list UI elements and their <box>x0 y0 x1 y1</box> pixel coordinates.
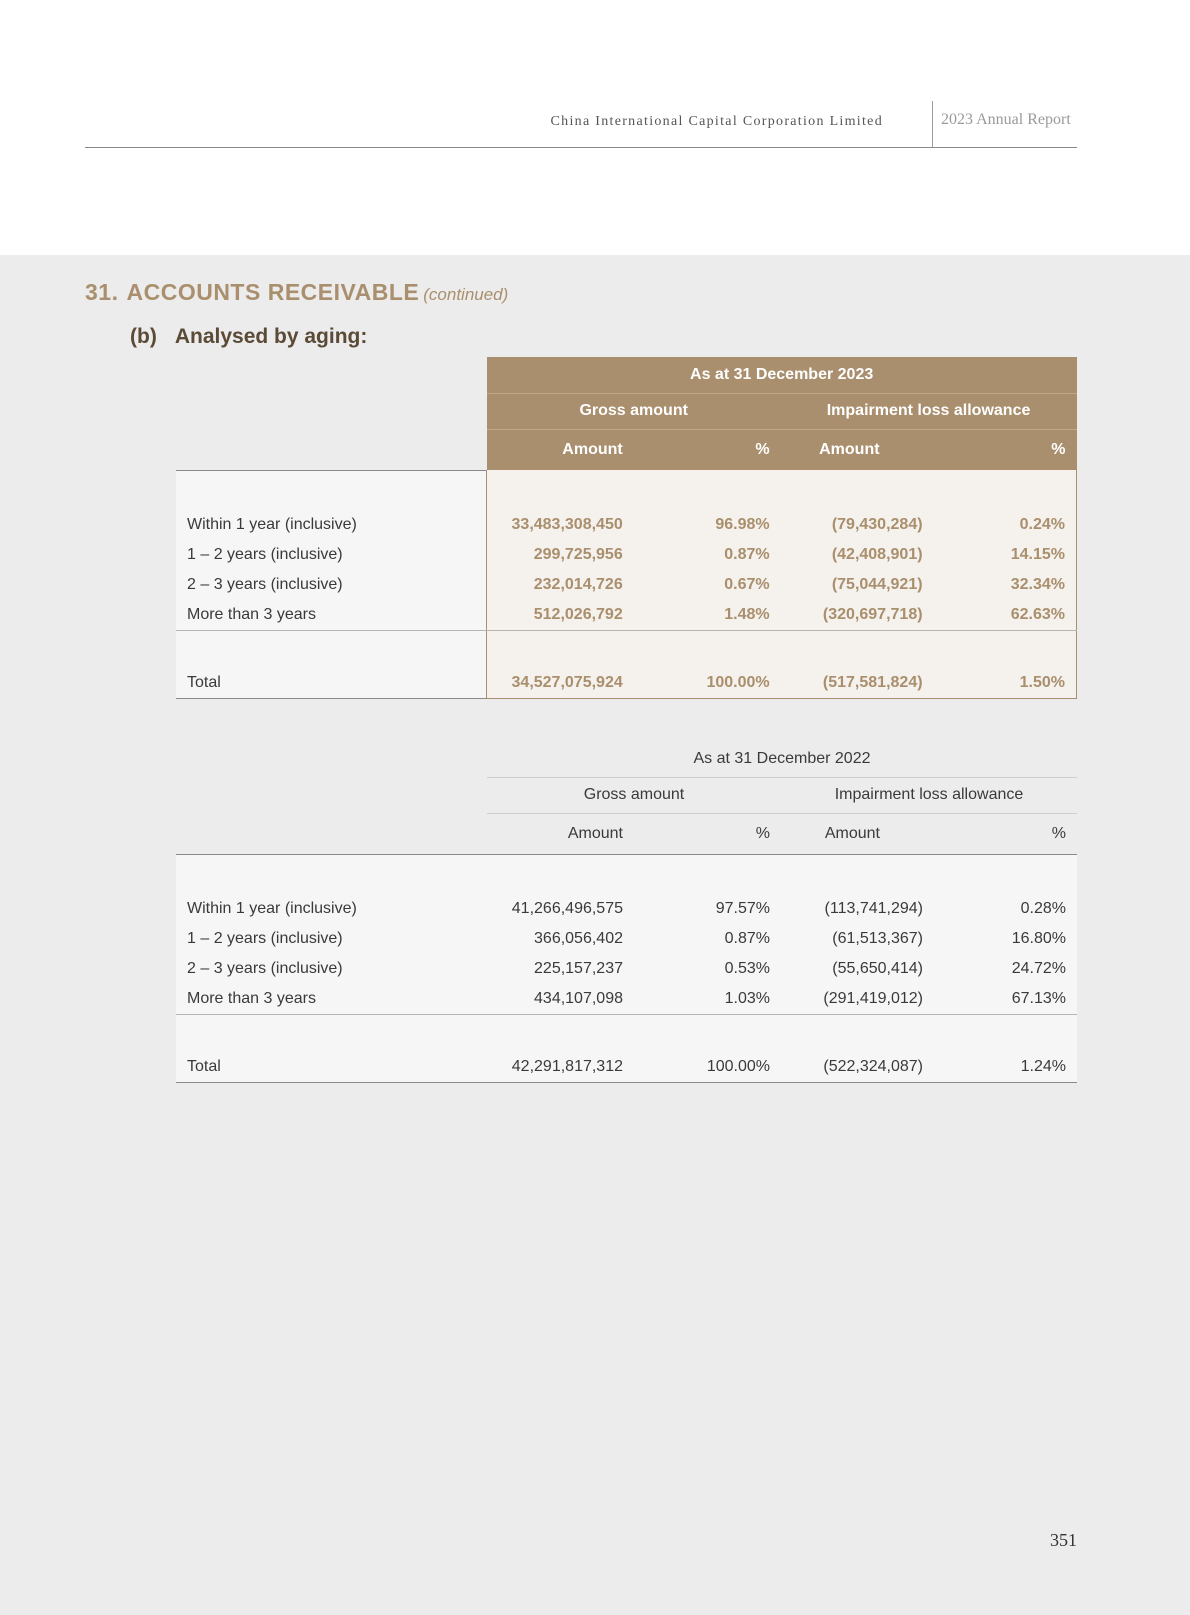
total-impairment-pct: 1.50% <box>933 668 1077 698</box>
aging-table-2023 <box>176 357 1077 699</box>
header-report-title: 2023 Annual Report <box>941 111 1071 128</box>
page-number: 351 <box>1050 1530 1077 1550</box>
row-label: Within 1 year (inclusive) <box>176 510 487 540</box>
gross-amount-header: Gross amount <box>487 777 781 813</box>
table-row <box>176 894 1077 924</box>
total-impairment-pct: 1.24% <box>933 1052 1077 1082</box>
gross-amount: 299,725,956 <box>487 540 634 570</box>
col-pct: % <box>634 813 781 854</box>
impairment-amount: (75,044,921) <box>781 570 933 600</box>
total-gross-amount: 34,527,075,924 <box>487 668 634 698</box>
impairment-amount: (61,513,367) <box>781 924 933 954</box>
gross-amount: 232,014,726 <box>487 570 634 600</box>
total-row <box>176 1052 1077 1082</box>
row-label: Within 1 year (inclusive) <box>176 894 487 924</box>
section-title <box>85 279 508 306</box>
gross-pct: 0.87% <box>634 540 781 570</box>
impairment-amount: (42,408,901) <box>781 540 933 570</box>
aging-table-2022 <box>176 741 1077 1083</box>
col-pct: % <box>933 813 1077 854</box>
total-gross-pct: 100.00% <box>634 668 781 698</box>
gross-pct: 97.57% <box>634 894 781 924</box>
gross-pct: 0.67% <box>634 570 781 600</box>
gross-amount: 225,157,237 <box>487 954 634 984</box>
row-label: 2 – 3 years (inclusive) <box>176 570 487 600</box>
section-continued: (continued) <box>423 285 509 304</box>
col-amount: Amount <box>487 429 634 470</box>
gross-amount: 366,056,402 <box>487 924 634 954</box>
table-header-row <box>176 429 1077 470</box>
impairment-header: Impairment loss allowance <box>781 393 1077 429</box>
impairment-amount: (113,741,294) <box>781 894 933 924</box>
total-impairment-amount: (522,324,087) <box>781 1052 933 1082</box>
table-header-row <box>176 357 1077 393</box>
table-row <box>176 924 1077 954</box>
impairment-pct: 0.28% <box>933 894 1077 924</box>
gross-pct: 0.53% <box>634 954 781 984</box>
table-row <box>176 954 1077 984</box>
gross-amount: 41,266,496,575 <box>487 894 634 924</box>
page-header-area <box>0 0 1190 255</box>
period-header: As at 31 December 2022 <box>487 741 1077 777</box>
gross-amount-header: Gross amount <box>487 393 781 429</box>
impairment-amount: (79,430,284) <box>781 510 933 540</box>
gross-pct: 96.98% <box>634 510 781 540</box>
header-company-name: China International Capital Corporation Limited <box>550 114 883 129</box>
header-rule <box>85 147 1077 148</box>
col-amount: Amount <box>781 429 933 470</box>
table-row <box>176 984 1077 1014</box>
impairment-amount: (320,697,718) <box>781 600 933 630</box>
section-name: ACCOUNTS RECEIVABLE <box>126 279 420 305</box>
col-pct: % <box>933 429 1077 470</box>
total-gross-pct: 100.00% <box>634 1052 781 1082</box>
subsection-title <box>130 325 367 349</box>
gross-amount: 434,107,098 <box>487 984 634 1014</box>
table-row <box>176 570 1077 600</box>
total-gross-amount: 42,291,817,312 <box>487 1052 634 1082</box>
impairment-pct: 0.24% <box>933 510 1077 540</box>
table-row <box>176 600 1077 630</box>
gross-amount: 512,026,792 <box>487 600 634 630</box>
row-label: 1 – 2 years (inclusive) <box>176 924 487 954</box>
impairment-pct: 16.80% <box>933 924 1077 954</box>
row-label: 1 – 2 years (inclusive) <box>176 540 487 570</box>
subsection-label: (b) <box>130 325 157 348</box>
table-row <box>176 510 1077 540</box>
section-number: 31. <box>85 279 119 305</box>
col-pct: % <box>634 429 781 470</box>
gross-pct: 1.48% <box>634 600 781 630</box>
gross-amount: 33,483,308,450 <box>487 510 634 540</box>
table-header-row <box>176 813 1077 854</box>
impairment-pct: 24.72% <box>933 954 1077 984</box>
impairment-pct: 14.15% <box>933 540 1077 570</box>
table-header-row <box>176 393 1077 429</box>
total-row <box>176 668 1077 698</box>
gross-pct: 0.87% <box>634 924 781 954</box>
impairment-pct: 62.63% <box>933 600 1077 630</box>
subsection-name: Analysed by aging: <box>174 325 368 348</box>
total-label: Total <box>176 1052 487 1082</box>
table-header-row <box>176 741 1077 777</box>
impairment-amount: (291,419,012) <box>781 984 933 1014</box>
table-header-row <box>176 777 1077 813</box>
col-amount: Amount <box>781 813 933 854</box>
table-row <box>176 540 1077 570</box>
impairment-header: Impairment loss allowance <box>781 777 1077 813</box>
total-label: Total <box>176 668 487 698</box>
impairment-pct: 67.13% <box>933 984 1077 1014</box>
header-separator <box>932 101 933 147</box>
row-label: More than 3 years <box>176 984 487 1014</box>
row-label: More than 3 years <box>176 600 487 630</box>
impairment-amount: (55,650,414) <box>781 954 933 984</box>
gross-pct: 1.03% <box>634 984 781 1014</box>
row-label: 2 – 3 years (inclusive) <box>176 954 487 984</box>
impairment-pct: 32.34% <box>933 570 1077 600</box>
total-impairment-amount: (517,581,824) <box>781 668 933 698</box>
col-amount: Amount <box>487 813 634 854</box>
period-header: As at 31 December 2023 <box>487 357 1077 393</box>
